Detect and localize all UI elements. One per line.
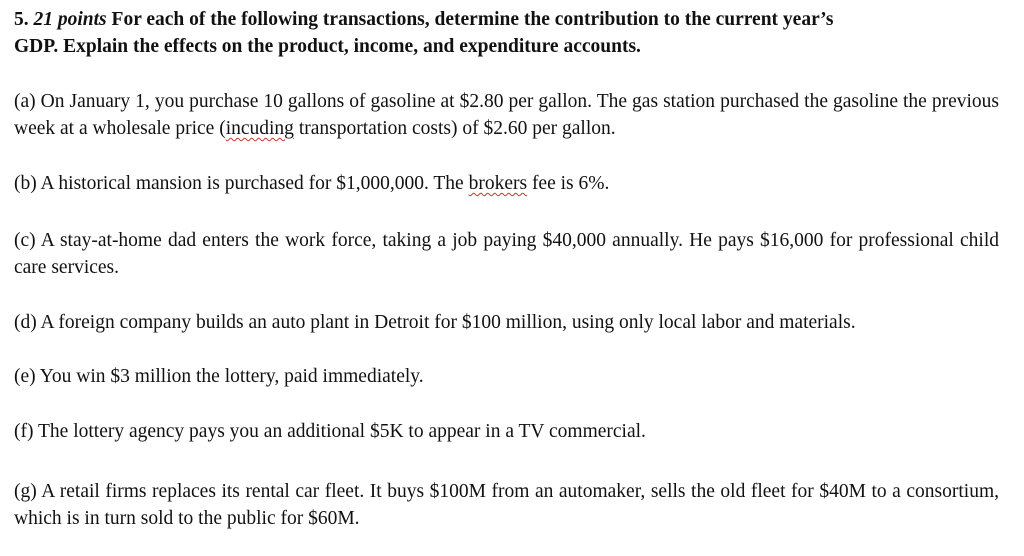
part-c: (c) A stay-at-home dad enters the work force, taking a job paying $40,000 annually. He pays $16,000 for professional child care services. bbox=[14, 230, 999, 278]
part-a-misspelled-word: incuding bbox=[225, 118, 294, 139]
part-a-text-pre: (a) On January 1, you purchase 10 gallons of gasoline at $2.80 per gallon. The gas station purchased the gasoline the previous week at a wholesale price ( bbox=[14, 91, 999, 139]
question-number: 5. bbox=[14, 9, 29, 30]
part-f: (f) The lottery agency pays you an additional $5K to appear in a TV commercial. bbox=[14, 421, 646, 442]
part-b-misspelled-word: brokers bbox=[468, 173, 528, 194]
part-d: (d) A foreign company builds an auto plant in Detroit for $100 million, using only local labor and materials. bbox=[14, 312, 856, 333]
question-text-line1: For each of the following transactions, determine the contribution to the current year’s bbox=[111, 9, 834, 30]
part-b-text-pre: (b) A historical mansion is purchased for $1,000,000. The bbox=[14, 173, 469, 194]
question-header bbox=[14, 6, 1004, 60]
document-page bbox=[14, 6, 1004, 529]
question-points: 21 points bbox=[33, 9, 107, 30]
part-b-text-post: fee is 6%. bbox=[527, 173, 610, 194]
part-a-text-post: transportation costs) of $2.60 per gallon. bbox=[293, 118, 616, 139]
question-text-line2: GDP. Explain the effects on the product, income, and expenditure accounts. bbox=[14, 36, 641, 57]
part-g: (g) A retail firms replaces its rental car fleet. It buys $100M from an automaker, sells the old fleet for $40M to a consortium, which is in turn sold to the public for $60M. bbox=[14, 481, 999, 529]
part-b bbox=[14, 170, 999, 197]
part-a bbox=[14, 88, 999, 142]
part-e: (e) You win $3 million the lottery, paid immediately. bbox=[14, 366, 424, 387]
